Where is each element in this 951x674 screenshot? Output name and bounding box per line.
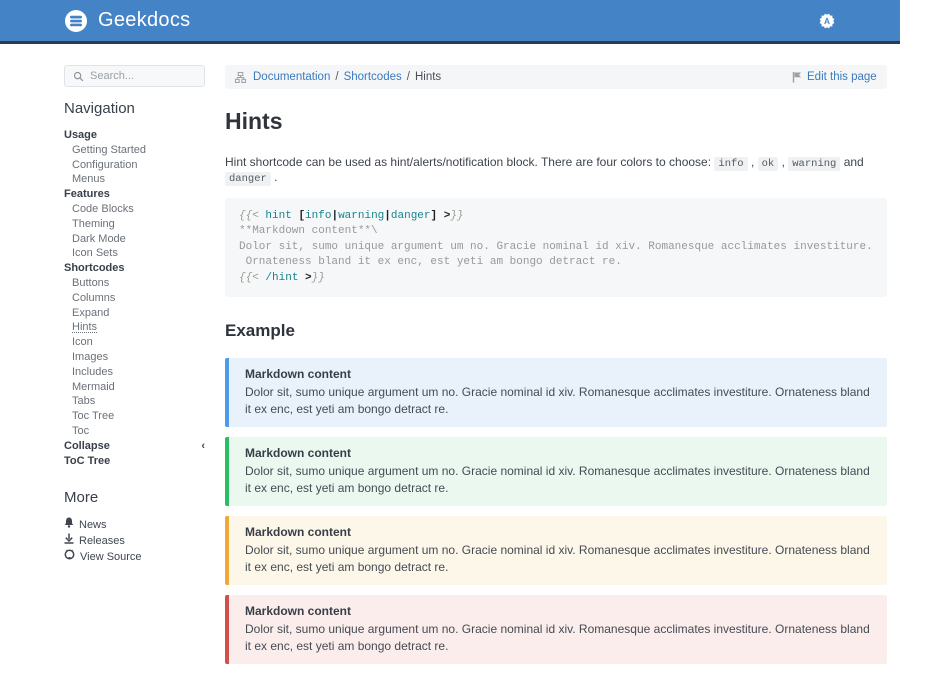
hint-title: Markdown content xyxy=(245,367,352,382)
chevron-left-icon[interactable]: ‹ xyxy=(201,439,205,452)
download-icon xyxy=(64,533,74,549)
nav-heading: Navigation xyxy=(64,100,135,117)
code-line xyxy=(239,240,873,255)
auto-theme-toggle-button[interactable] xyxy=(818,12,836,30)
sidebar-item-usage[interactable] xyxy=(64,128,205,143)
sidebar-item-buttons[interactable] xyxy=(64,276,205,291)
site-title[interactable]: Geekdocs xyxy=(98,9,191,31)
sidebar-item-configuration[interactable] xyxy=(64,158,205,173)
sidebar-item-label: Code Blocks xyxy=(72,202,134,215)
github-icon xyxy=(64,549,75,565)
code-token: > xyxy=(305,271,312,284)
code-token: | xyxy=(384,210,391,222)
code-token: }} xyxy=(311,271,325,284)
main-content xyxy=(225,65,951,674)
more-item-releases[interactable] xyxy=(64,533,205,549)
sidebar-item-getting-started[interactable] xyxy=(64,143,205,158)
more-item-view-source[interactable] xyxy=(64,549,205,565)
code-token: {{< xyxy=(239,271,259,284)
code-token: [ xyxy=(298,210,306,222)
sidebar-item-images[interactable] xyxy=(64,350,205,365)
more-item-label: News xyxy=(79,518,107,531)
sidebar-item-tabs[interactable] xyxy=(64,394,205,409)
sidebar-nav-list xyxy=(64,128,205,468)
code-token: }} xyxy=(450,210,464,222)
sidebar-item-label: Expand xyxy=(72,306,110,319)
code-token: **Markdown content**\ xyxy=(239,225,378,238)
sidebar-item-label: Dark Mode xyxy=(72,232,126,245)
sidebar-more-list xyxy=(64,517,205,565)
code-line xyxy=(239,271,873,286)
more-item-label: Releases xyxy=(79,534,125,547)
inline-code-danger: danger xyxy=(225,172,271,186)
hint-examples xyxy=(225,358,887,664)
sidebar-item-label: Usage xyxy=(64,129,98,141)
svg-text:A: A xyxy=(824,16,830,26)
hint-box-info xyxy=(225,358,887,427)
code-block xyxy=(225,198,887,297)
hint-box-ok xyxy=(225,437,887,506)
sidebar-item-label: Columns xyxy=(72,291,116,304)
breadcrumb-link-shortcodes[interactable]: Shortcodes xyxy=(343,71,402,83)
hint-body: Dolor sit, sumo unique argument um no. Gracie nominal id xiv. Romanesque acclimates investiture. Ornateness bland it ex enc, est yeti am bongo detract re. xyxy=(245,543,870,574)
sidebar-item-label: Toc Tree xyxy=(72,410,115,423)
code-token: > xyxy=(443,210,451,222)
sidebar-item-label: Mermaid xyxy=(72,380,115,393)
sidebar-item-icon-sets[interactable] xyxy=(64,246,205,261)
sidebar-item-menus[interactable] xyxy=(64,172,205,187)
sidebar-item-label: Shortcodes xyxy=(64,262,125,275)
sidebar-item-label: Includes xyxy=(72,365,113,378)
code-token: danger xyxy=(390,210,431,222)
hint-body: Dolor sit, sumo unique argument um no. Gracie nominal id xiv. Romanesque acclimates investiture. Ornateness bland it ex enc, est yeti am bongo detract re. xyxy=(245,385,870,416)
code-token: | xyxy=(331,210,339,222)
sidebar-item-label: ToC Tree xyxy=(64,454,111,467)
geekdocs-logo-icon[interactable] xyxy=(64,9,88,33)
hint-body: Dolor sit, sumo unique argument um no. Gracie nominal id xiv. Romanesque acclimates investiture. Ornateness bland it ex enc, est yeti am bongo detract re. xyxy=(245,464,870,495)
code-line xyxy=(239,255,873,270)
page-layout xyxy=(0,44,900,674)
code-token: warning xyxy=(338,210,385,222)
code-line xyxy=(239,224,873,239)
sidebar-item-icon[interactable] xyxy=(64,335,205,350)
sidebar-item-label: Menus xyxy=(72,173,106,186)
sidebar-item-label: Getting Started xyxy=(72,143,146,156)
sidebar-item-label: Configuration xyxy=(72,158,138,171)
example-heading: Example xyxy=(225,321,295,341)
sidebar xyxy=(0,65,225,674)
code-token xyxy=(437,210,444,222)
hint-box-warning xyxy=(225,516,887,585)
sidebar-item-label: Hints xyxy=(72,321,98,334)
sidebar-item-toc[interactable] xyxy=(64,424,205,439)
code-line xyxy=(239,209,873,224)
hint-title: Markdown content xyxy=(245,446,352,461)
sidebar-item-toc-tree[interactable] xyxy=(64,409,205,424)
more-item-label: View Source xyxy=(80,550,142,563)
sidebar-item-shortcodes[interactable] xyxy=(64,261,205,276)
hint-title: Markdown content xyxy=(245,525,352,540)
search-icon xyxy=(73,71,84,82)
sidebar-item-dark-mode[interactable] xyxy=(64,232,205,247)
sidebar-item-theming[interactable] xyxy=(64,217,205,232)
code-token: Ornateness bland it ex enc, est yeti am bongo detract re. xyxy=(239,256,622,269)
hint-body: Dolor sit, sumo unique argument um no. Gracie nominal id xiv. Romanesque acclimates investiture. Ornateness bland it ex enc, est yeti am bongo detract re. xyxy=(245,622,870,653)
more-heading: More xyxy=(64,489,99,507)
sidebar-item-includes[interactable] xyxy=(64,365,205,380)
code-token: /hint xyxy=(265,271,299,284)
sidebar-item-label: Features xyxy=(64,188,110,201)
sidebar-item-label: Collapse xyxy=(64,439,110,452)
code-token: ] xyxy=(430,210,438,222)
sidebar-item-hints[interactable] xyxy=(64,320,205,335)
hint-box-danger xyxy=(225,595,887,664)
breadcrumb-separator: / xyxy=(335,71,339,83)
breadcrumb-separator: / xyxy=(406,71,410,83)
sidebar-item-collapse[interactable] xyxy=(64,439,205,454)
sidebar-item-features[interactable] xyxy=(64,187,205,202)
sidebar-item-label: Buttons xyxy=(72,276,110,289)
code-token: Dolor sit, sumo unique argument um no. Gracie nominal id xiv. Romanesque acclimates investiture. xyxy=(239,240,873,253)
sidebar-item-code-blocks[interactable] xyxy=(64,202,205,217)
sidebar-item-label: Icon xyxy=(72,336,93,349)
search-input[interactable] xyxy=(90,70,196,82)
sitemap-icon xyxy=(235,72,246,83)
sidebar-item-mermaid[interactable] xyxy=(64,380,205,395)
inline-code-info: info xyxy=(714,157,747,171)
sidebar-item-label: Toc xyxy=(72,424,90,437)
sidebar-item-label: Images xyxy=(72,350,109,363)
auto-theme-icon xyxy=(818,12,836,30)
breadcrumb xyxy=(225,65,887,89)
code-token: {{< xyxy=(239,210,259,222)
page-title: Hints xyxy=(225,108,283,134)
sidebar-item-label: Icon Sets xyxy=(72,247,118,260)
breadcrumb-current: Hints xyxy=(414,71,442,83)
intro-paragraph: Hint shortcode can be used as hint/alerts/notification block. There are four colors to choose: info , ok , warning and danger . xyxy=(225,155,864,185)
sidebar-item-expand[interactable] xyxy=(64,306,205,321)
sidebar-item-label: Theming xyxy=(72,217,115,230)
code-token: info xyxy=(305,210,332,222)
edit-this-page-link[interactable] xyxy=(792,71,877,83)
more-item-news[interactable] xyxy=(64,517,205,533)
hint-title: Markdown content xyxy=(245,604,352,619)
sidebar-item-columns[interactable] xyxy=(64,291,205,306)
inline-code-ok: ok xyxy=(758,157,779,171)
app-header xyxy=(0,0,900,41)
sidebar-item-toc-tree[interactable] xyxy=(64,454,205,469)
sidebar-item-label: Tabs xyxy=(72,395,96,408)
breadcrumb-link-documentation[interactable]: Documentation xyxy=(253,71,331,83)
edit-flag-icon xyxy=(792,71,802,83)
edit-this-page-label: Edit this page xyxy=(807,71,877,83)
search-box[interactable] xyxy=(64,65,205,87)
code-token: hint xyxy=(265,210,292,222)
inline-code-warning: warning xyxy=(788,157,840,171)
bell-icon xyxy=(64,517,74,533)
